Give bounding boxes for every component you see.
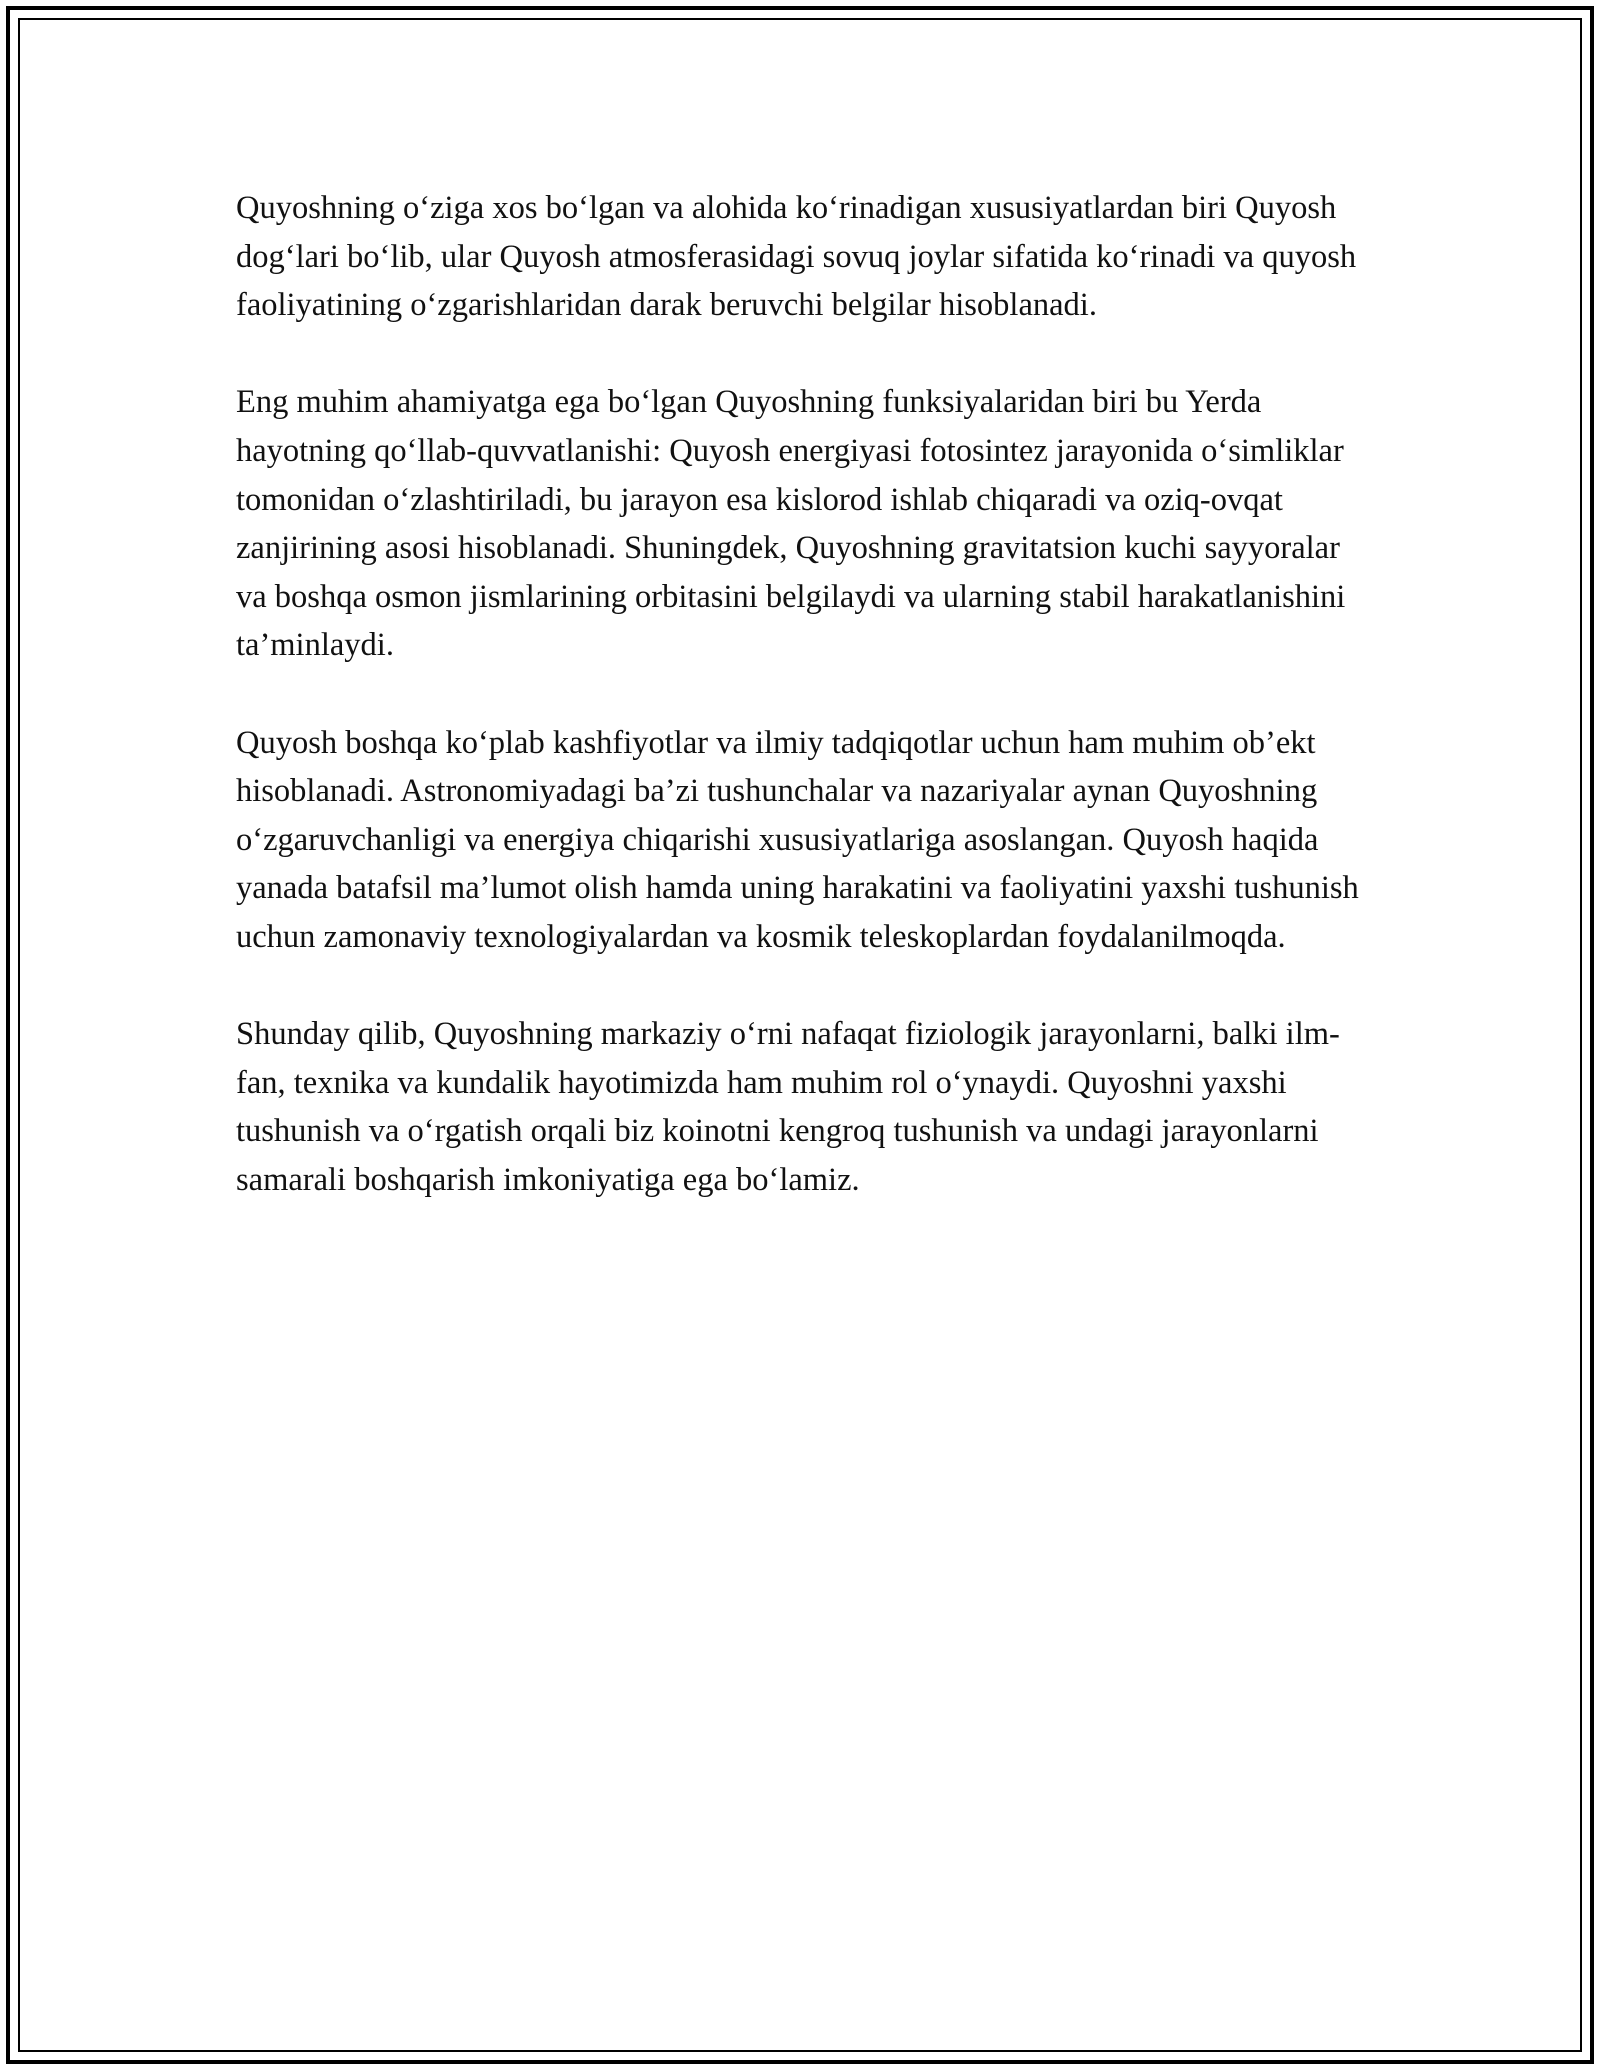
paragraph-conclusion: Shunday qilib, Quyoshning markaziy o‘rni nafaqat fiziologik jarayonlarni, balki ilm-fan, texnika va kundalik hayotimizda ham muhim rol o‘ynaydi. Quyoshni yaxshi tushunish va o‘rgatish orqali biz koinotni kengroq tushunish va undagi jarayonlarni samarali boshqarish imkoniyatiga ega bo‘lamiz. [236,1016,1340,1198]
paragraph-research: Quyosh boshqa ko‘plab kashfiyotlar va ilmiy tadqiqotlar uchun ham muhim ob’ekt hisoblanadi. Astronomiyadagi ba’zi tushunchalar va nazariyalar aynan Quyoshning o‘zgaruvchanligi va energiya chiqarishi xususiyatlariga asoslangan. Quyosh haqida yanada batafsil ma’lumot olish hamda uning harakatini va faoliyatini yaxshi tushunish uchun zamonaviy texnologiyalardan va kosmik teleskoplardan foydalanilmoqda. [236,724,1359,955]
paragraph-life-support: Eng muhim ahamiyatga ega bo‘lgan Quyoshning funksiyalaridan biri bu Yerda hayotning qo‘llab-quvvatlanishi: Quyosh energiyasi fotosintez jarayonida o‘simliklar tomonidan o‘zlashtiriladi, bu jarayon esa kislorod ishlab chiqaradi va oziq-ovqat zanjirining asosi hisoblanadi. Shuningdek, Quyoshning gravitatsion kuchi sayyoralar va boshqa osmon jismlarining orbitasini belgilaydi va ularning stabil harakatlanishini ta’minlaydi. [236,384,1346,664]
paragraph-sunspots: Quyoshning o‘ziga xos bo‘lgan va alohida ko‘rinadigan xususiyatlardan biri Quyosh dog‘lari bo‘lib, ular Quyosh atmosferasidagi sovuq joylar sifatida ko‘rinadi va quyosh faoliyatining o‘zgarishlaridan darak beruvchi belgilar hisoblanadi. [236,190,1357,324]
document-body [236,184,1366,1204]
